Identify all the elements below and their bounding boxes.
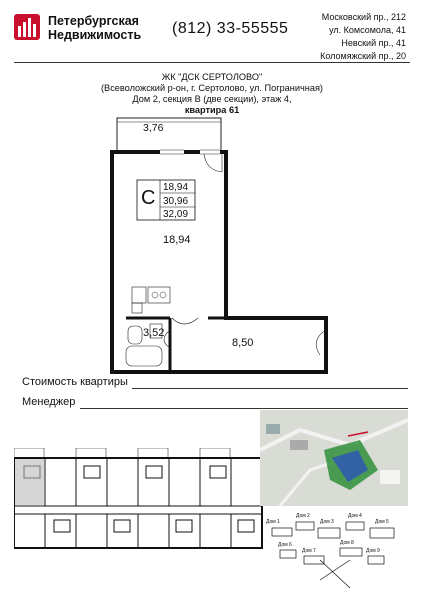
building-label-6: Дом 6	[278, 542, 292, 548]
manager-input-line[interactable]	[80, 408, 408, 409]
price-input-line[interactable]	[132, 388, 408, 389]
brand-line-2: Недвижимость	[48, 28, 142, 42]
phone-number[interactable]: (812) 33-55555	[172, 20, 289, 37]
floor-key-plan	[14, 448, 264, 558]
building-label-4: Дом 4	[348, 513, 362, 519]
building-label-8: Дом 8	[340, 540, 354, 546]
room-area-label: 18,94	[163, 234, 191, 246]
balcony-area-label: 3,76	[143, 122, 164, 134]
address-2: ул. Комсомола, 41	[329, 25, 406, 35]
address-1: Московский пр., 212	[321, 12, 406, 22]
address-3: Невский пр., 41	[341, 38, 406, 48]
bathroom-area-label: 3,52	[143, 327, 165, 339]
apartment-number: квартира 61	[184, 105, 240, 115]
building-label-3: Дом 3	[320, 519, 334, 525]
hall-area-label: 8,50	[232, 337, 254, 349]
building-label-7: Дом 7	[302, 548, 316, 554]
total-with-balcony-value: 32,09	[163, 209, 189, 220]
address-4: Коломяжский пр., 20	[320, 51, 406, 61]
living-area-value: 18,94	[163, 182, 189, 193]
brand-line-1: Петербургская	[48, 14, 139, 28]
apartment-type-letter: С	[141, 187, 156, 209]
project-building: Дом 2, секция В (две секции), этаж 4,	[132, 94, 292, 104]
price-label: Стоимость квартиры	[22, 376, 128, 388]
manager-label: Менеджер	[22, 396, 76, 408]
building-label-5: Дом 5	[375, 519, 389, 525]
total-area-value: 30,96	[163, 196, 189, 207]
building-label-1: Дом 1	[266, 519, 280, 525]
balcony-outline	[117, 118, 221, 152]
project-title: ЖК "ДСК СЕРТОЛОВО"	[161, 72, 263, 82]
building-label-2: Дом 2	[296, 513, 310, 519]
site-map	[260, 410, 410, 590]
project-location: (Всеволожский р-он, г. Сертолово, ул. Пограничная)	[101, 83, 323, 93]
building-label-9: Дом 9	[366, 548, 380, 554]
